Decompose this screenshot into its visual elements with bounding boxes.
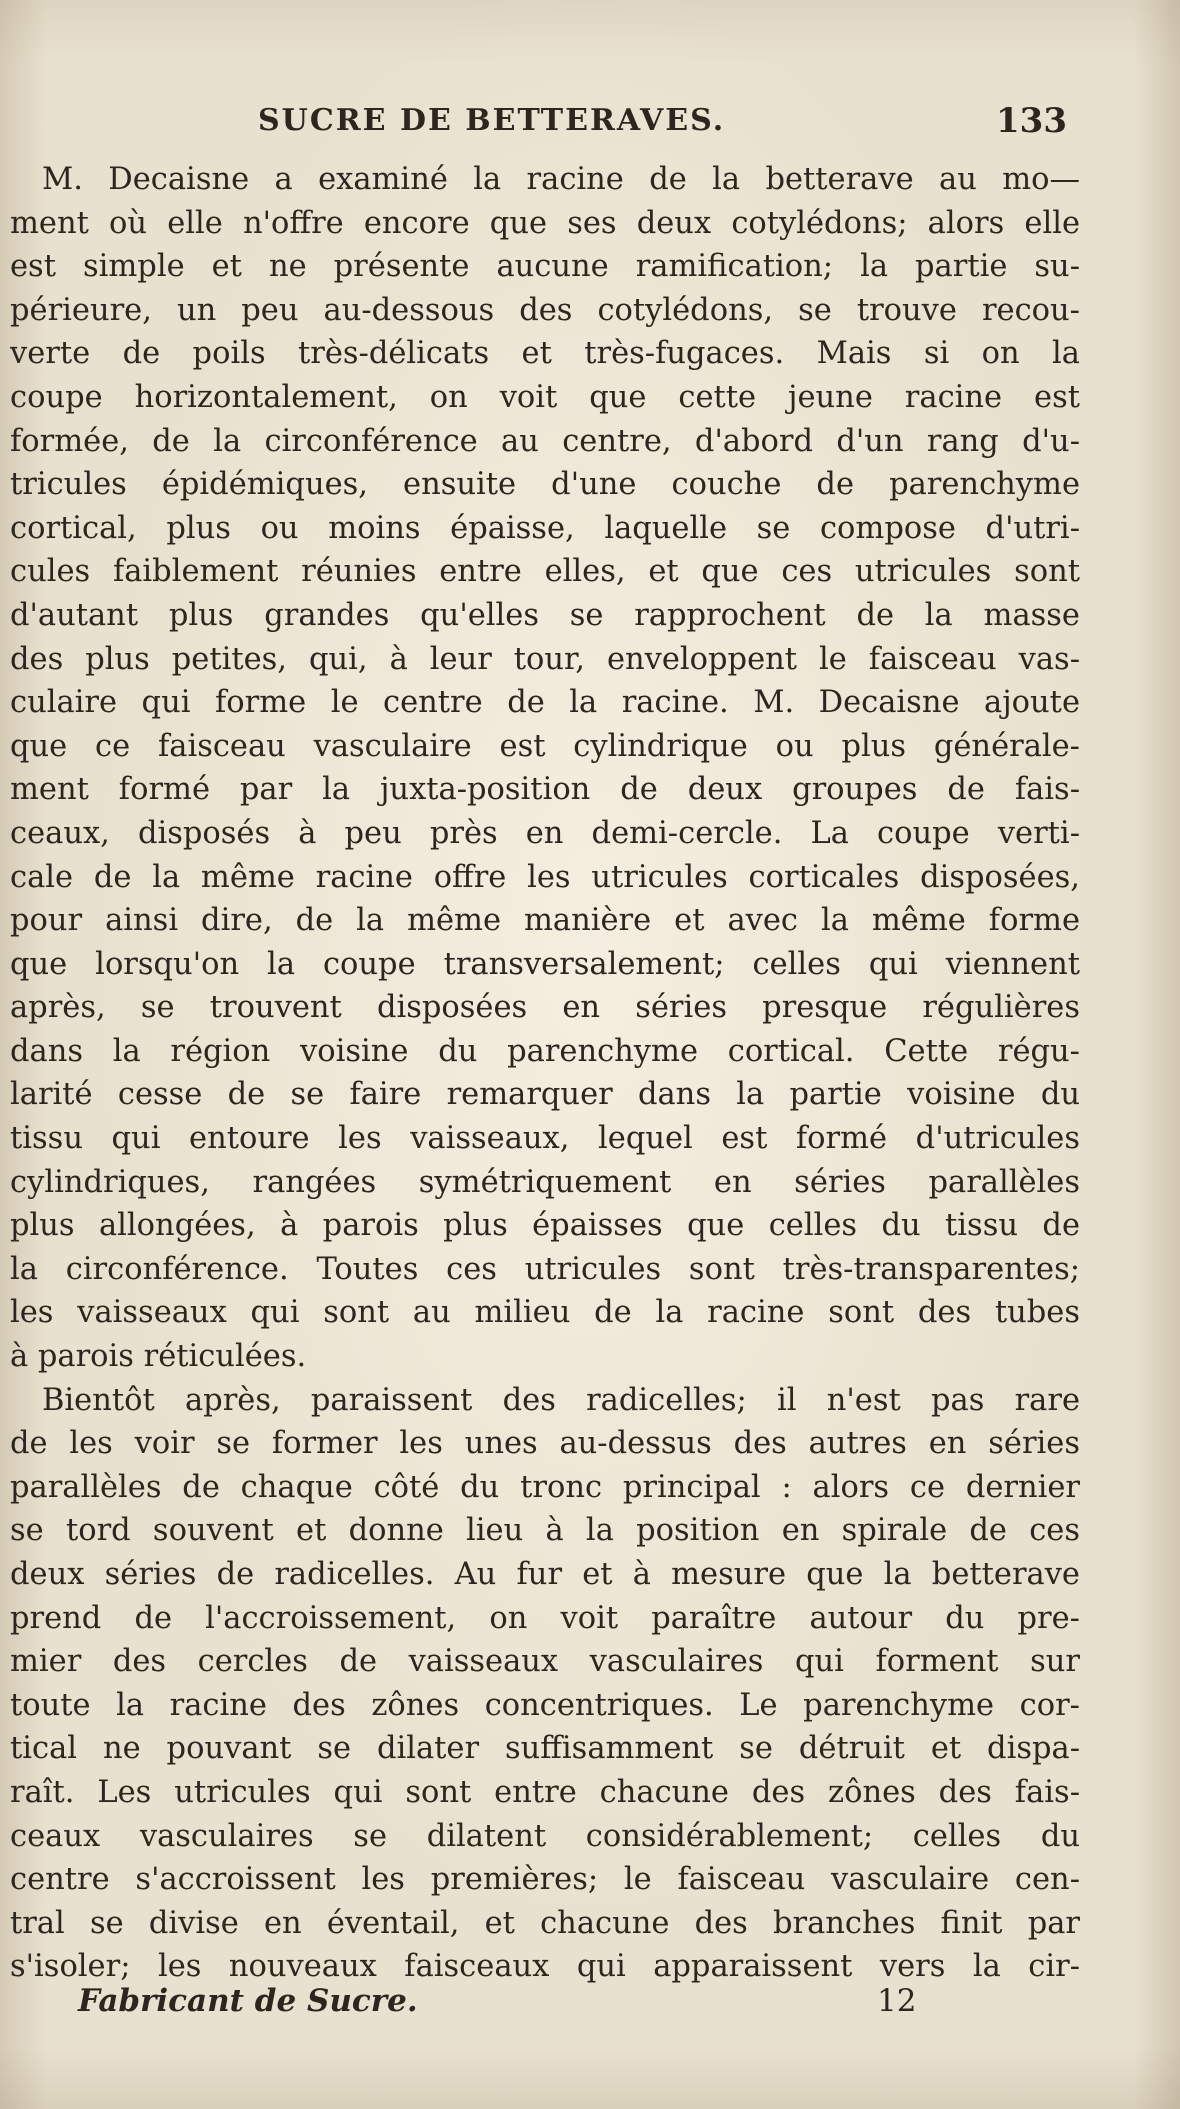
text-line: verte de poils très-délicats et très-fugaces. Mais si on la <box>10 336 1080 372</box>
text-line: plus allongées, à parois plus épaisses que celles du tissu de <box>10 1208 1080 1244</box>
text-line: la circonférence. Toutes ces utricules sont très-transparentes; <box>10 1251 1080 1287</box>
text-line: tral se divise en éventail, et chacune des branches finit par <box>10 1905 1080 1941</box>
text-line: dans la région voisine du parenchyme cortical. Cette régu- <box>10 1033 1080 1069</box>
text-line: périeure, un peu au-dessous des cotylédons, se trouve recou- <box>10 292 1080 328</box>
text-line: coupe horizontalement, on voit que cette jeune racine est <box>10 379 1080 415</box>
text-line: d'autant plus grandes qu'elles se rapprochent de la masse <box>10 597 1080 633</box>
text-line: tricules épidémiques, ensuite d'une couche de parenchyme <box>10 467 1080 503</box>
text-line: des plus petites, qui, à leur tour, enveloppent le faisceau vas- <box>10 641 1080 677</box>
text-line: cylindriques, rangées symétriquement en séries parallèles <box>10 1164 1080 1200</box>
text-line: larité cesse de se faire remarquer dans la partie voisine du <box>10 1077 1080 1113</box>
text-line: M. Decaisne a examiné la racine de la betterave au mo— <box>42 162 1080 197</box>
signature-mark: Fabricant de Sucre. <box>78 1983 418 2019</box>
text-line: parallèles de chaque côté du tronc principal : alors ce dernier <box>10 1469 1080 1505</box>
text-line: centre s'accroissent les premières; le faisceau vasculaire cen- <box>10 1862 1080 1898</box>
text-line: les vaisseaux qui sont au milieu de la racine sont des tubes <box>10 1295 1080 1331</box>
text-line: que lorsqu'on la coupe transversalement; celles qui viennent <box>10 946 1080 982</box>
text-line: de les voir se former les unes au-dessus des autres en séries <box>10 1426 1080 1462</box>
text-line: se tord souvent et donne lieu à la position en spirale de ces <box>10 1513 1080 1549</box>
text-line: que ce faisceau vasculaire est cylindrique ou plus générale- <box>10 728 1080 764</box>
text-line: à parois réticulées. <box>10 1339 307 1375</box>
running-head <box>0 98 1180 144</box>
text-line: pour ainsi dire, de la même manière et avec la même forme <box>10 903 1080 939</box>
running-title: SUCRE DE BETTERAVES. <box>258 103 726 138</box>
text-line: cules faiblement réunies entre elles, et que ces utricules sont <box>10 554 1080 590</box>
page-number: 133 <box>996 101 1067 141</box>
text-line: ceaux, disposés à peu près en demi-cercle. La coupe verti- <box>10 815 1080 851</box>
text-line: culaire qui forme le centre de la racine. M. Decaisne ajoute <box>10 685 1080 721</box>
text-line: ment où elle n'offre encore que ses deux cotylédons; alors elle <box>10 205 1080 241</box>
text-line: toute la racine des zônes concentriques. Le parenchyme cor- <box>10 1687 1080 1723</box>
text-line: cale de la même racine offre les utricules corticales disposées, <box>10 859 1080 895</box>
text-line: tissu qui entoure les vaisseaux, lequel est formé d'utricules <box>10 1121 1080 1157</box>
text-line: ceaux vasculaires se dilatent considérablement; celles du <box>10 1818 1080 1854</box>
text-line: deux séries de radicelles. Au fur et à mesure que la betterave <box>10 1557 1080 1592</box>
text-line: cortical, plus ou moins épaisse, laquelle se compose d'utri- <box>10 510 1080 546</box>
text-line: mier des cercles de vaisseaux vasculaires qui forment sur <box>10 1644 1080 1680</box>
body-text <box>10 158 1080 1989</box>
signature-number: 12 <box>877 1983 917 2019</box>
page-footer <box>0 1976 1180 2026</box>
text-line: est simple et ne présente aucune ramification; la partie su- <box>10 249 1080 285</box>
text-line: raît. Les utricules qui sont entre chacune des zônes des fais- <box>10 1774 1080 1810</box>
text-line: prend de l'accroissement, on voit paraître autour du pre- <box>10 1600 1080 1636</box>
text-line: après, se trouvent disposées en séries presque régulières <box>10 990 1080 1026</box>
text-line: Bientôt après, paraissent des radicelles; il n'est pas rare <box>42 1382 1080 1418</box>
text-line: ment formé par la juxta-position de deux groupes de fais- <box>10 772 1080 808</box>
text-line: formée, de la circonférence au centre, d'abord d'un rang d'u- <box>10 423 1080 459</box>
text-line: s'isoler; les nouveaux faisceaux qui apparaissent vers la cir- <box>10 1949 1080 1985</box>
text-line: tical ne pouvant se dilater suffisamment se détruit et dispa- <box>10 1731 1080 1767</box>
